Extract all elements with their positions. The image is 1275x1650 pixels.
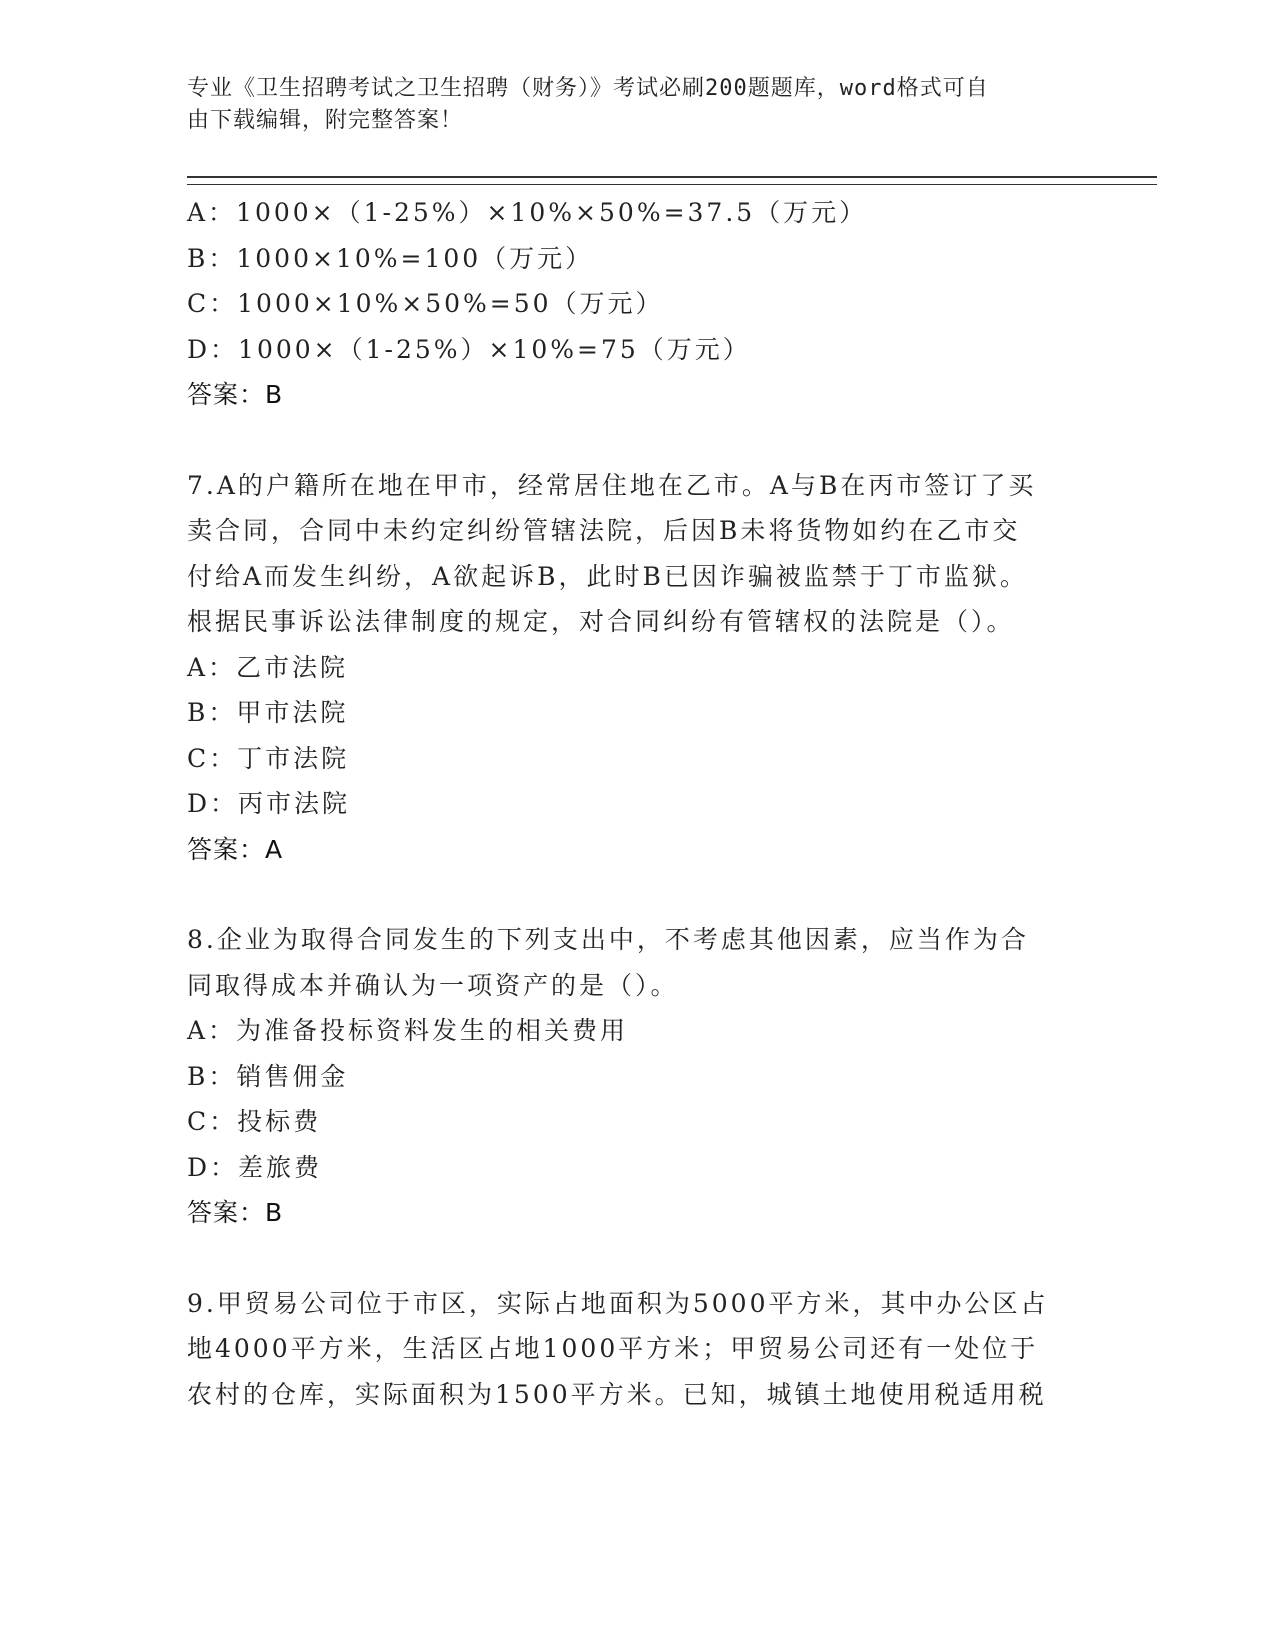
question-stem-line: 卖合同，合同中未约定纠纷管辖法院，后因B未将货物如约在乙市交: [187, 516, 1021, 545]
document-header: [187, 73, 1067, 137]
question-6-continued: [187, 190, 1067, 418]
option-c: C：投标费: [187, 1107, 322, 1136]
option-a: A：1000×（1-25%）×10%×50%=37.5（万元）: [187, 198, 868, 227]
question-8: [187, 917, 1067, 1236]
question-7: [187, 463, 1067, 873]
option-a: A：为准备投标资料发生的相关费用: [187, 1016, 629, 1045]
question-stem-line: 地4000平方米，生活区占地1000平方米；甲贸易公司还有一处位于: [187, 1334, 1039, 1363]
option-d: D：1000×（1-25%）×10%=75（万元）: [187, 334, 751, 364]
option-d: D：差旅费: [187, 1152, 323, 1182]
answer-label: 答案：B: [187, 1198, 284, 1227]
question-stem-line: 9.甲贸易公司位于市区，实际占地面积为5000平方米，其中办公区占: [187, 1288, 1049, 1318]
option-b: B：销售佣金: [187, 1061, 349, 1091]
option-b: B：1000×10%=100（万元）: [187, 243, 594, 273]
answer-label: 答案：A: [187, 834, 284, 864]
spacer: [187, 1236, 1067, 1281]
option-c: C：1000×10%×50%=50（万元）: [187, 289, 664, 318]
header-title-line-1: 专业《卫生招聘考试之卫生招聘（财务）》考试必刷200题题库，word格式可自: [187, 76, 989, 101]
header-divider: [187, 176, 1157, 185]
header-title-line-2: 由下载编辑，附完整答案！: [187, 108, 464, 133]
spacer: [187, 418, 1067, 463]
question-stem-line: 付给A而发生纠纷，A欲起诉B，此时B已因诈骗被监禁于丁市监狱。: [187, 561, 1028, 591]
question-stem-line: 8.企业为取得合同发生的下列支出中，不考虑其他因素，应当作为合: [187, 925, 1029, 954]
question-stem-line: 农村的仓库，实际面积为1500平方米。已知，城镇土地使用税适用税: [187, 1379, 1047, 1409]
question-content: [187, 190, 1067, 1417]
option-a: A：乙市法院: [187, 652, 349, 682]
option-c: C：丁市法院: [187, 743, 350, 773]
spacer: [187, 872, 1067, 917]
question-stem-line: 根据民事诉讼法律制度的规定，对合同纠纷有管辖权的法院是（）。: [187, 607, 1015, 636]
question-9: [187, 1281, 1067, 1418]
option-b: B：甲市法院: [187, 698, 349, 727]
answer-label: 答案：B: [187, 380, 284, 409]
question-stem-line: 7.A的户籍所在地在甲市，经常居住地在乙市。A与B在丙市签订了买: [187, 470, 1037, 500]
option-d: D：丙市法院: [187, 789, 351, 818]
question-stem-line: 同取得成本并确认为一项资产的是（）。: [187, 970, 679, 1000]
